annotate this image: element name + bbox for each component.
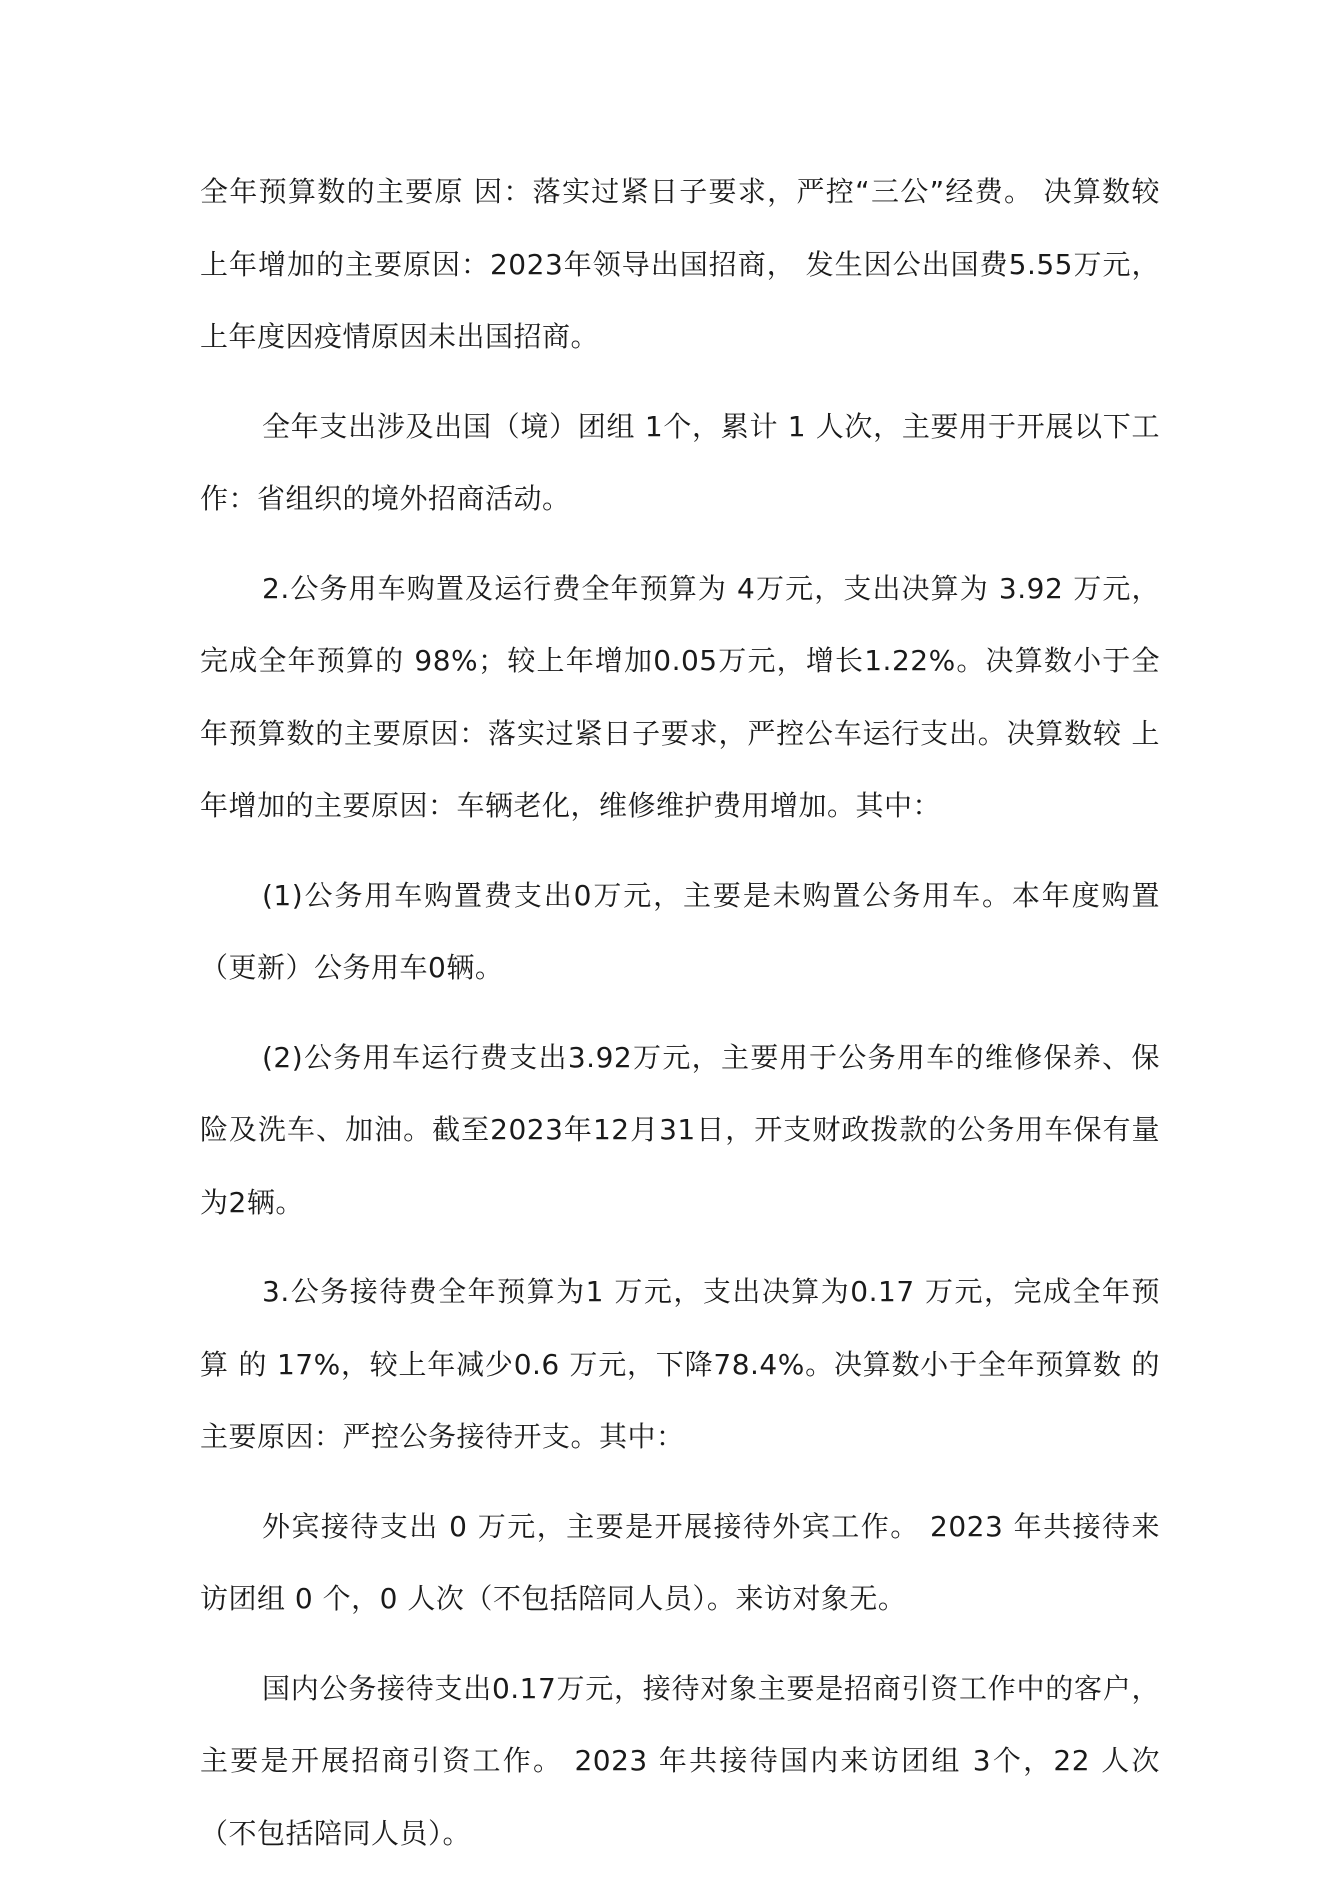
paragraph-reception-expenses: 3.公务接待费全年预算为1 万元，支出决算为0.17 万元，完成全年预算 的 17%，较上年减少0.6 万元，下降78.4%。决算数小于全年预算数 的主要原因：严控公务接待开支。其中：: [200, 1275, 1160, 1453]
paragraph-three-public-expenses-reason: 全年预算数的主要原 因：落实过紧日子要求，严控“三公”经费。 决算数较上年增加的主要原因：2023年领导出国招商， 发生因公出国费5.55万元，上年度因疫情原因未出国招商。: [200, 175, 1160, 353]
paragraph-overseas-groups: 全年支出涉及出国（境）团组 1个，累计 1 人次，主要用于开展以下工作：省组织的境外招商活动。: [200, 409, 1160, 515]
paragraph-vehicle-operation: (2)公务用车运行费支出3.92万元，主要用于公务用车的维修保养、保险及洗车、加油。截至2023年12月31日，开支财政拨款的公务用车保有量为2辆。: [200, 1040, 1160, 1219]
document-page: [200, 156, 1160, 1887]
paragraph-domestic-reception: 国内公务接待支出0.17万元，接待对象主要是招商引资工作中的客户，主要是开展招商引资工作。 2023 年共接待国内来访团组 3个，22 人次（不包括陪同人员）。: [200, 1671, 1160, 1850]
paragraph-foreign-reception: 外宾接待支出 0 万元，主要是开展接待外宾工作。 2023 年共接待来访团组 0 个，0 人次（不包括陪同人员）。来访对象无。: [200, 1509, 1160, 1615]
paragraph-vehicle-expenses: 2.公务用车购置及运行费全年预算为 4万元，支出决算为 3.92 万元，完成全年预算的 98%；较上年增加0.05万元，增长1.22%。决算数小于全年预算数的主要原因：落实过紧日子要求，严控公车运行支出。决算数较 上年增加的主要原因：车辆老化，维修维护费用增加。其中：: [200, 571, 1160, 822]
paragraph-vehicle-purchase: (1)公务用车购置费支出0万元，主要是未购置公务用车。本年度购置（更新）公务用车0辆。: [200, 878, 1160, 984]
